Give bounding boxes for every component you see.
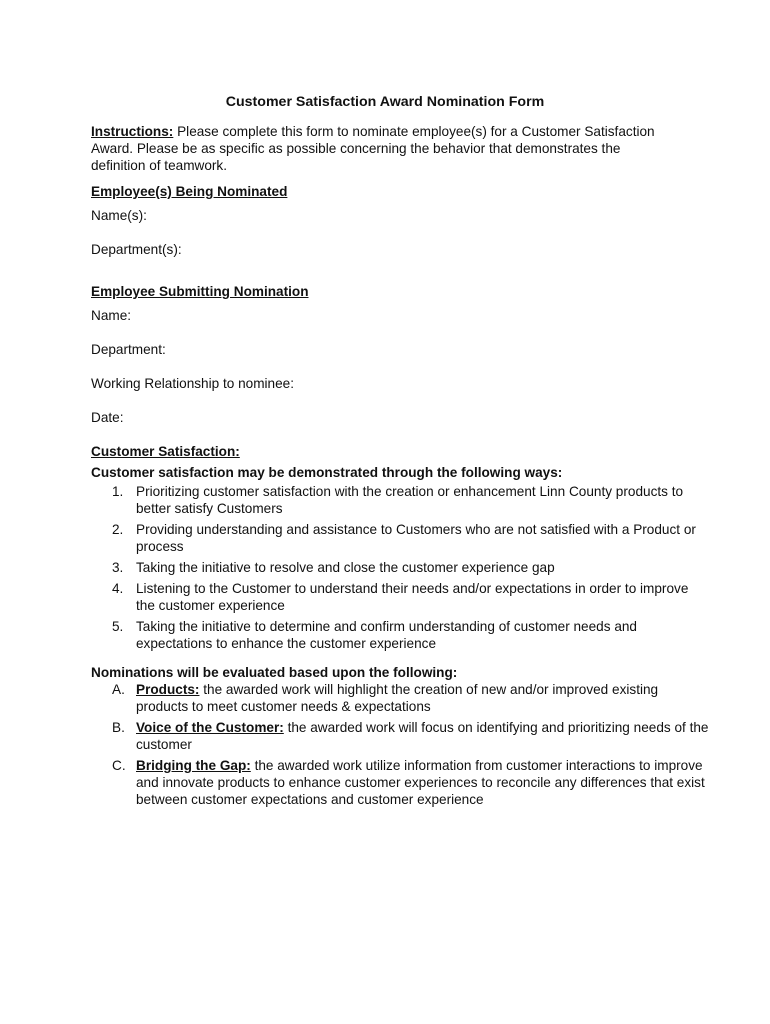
list-number: 3. <box>112 560 124 575</box>
criteria-label: Bridging the Gap: <box>136 758 251 773</box>
relationship-label: Working Relationship to nominee: <box>91 376 295 391</box>
list-letter: C. <box>112 758 126 773</box>
criteria-text: the awarded work utilize information from customer interactions to improve and innovate products to enhance customer experiences to reconcile any differences that exist between customer expectations and customer experience <box>136 758 705 807</box>
page-title: Customer Satisfaction Award Nomination Form <box>225 94 545 110</box>
list-item <box>91 521 711 555</box>
list-letter: B. <box>112 720 125 735</box>
criteria-label: Products: <box>136 682 200 697</box>
list-item <box>91 580 711 614</box>
submitter-heading: Employee Submitting Nomination <box>91 284 309 299</box>
criteria-text: the awarded work will focus on identifying and prioritizing needs of the customer <box>136 720 709 752</box>
ways-list <box>91 483 711 652</box>
satisfaction-intro: Customer satisfaction may be demonstrated through the following ways: <box>91 465 563 480</box>
list-text: Taking the initiative to resolve and close the customer experience gap <box>136 560 555 575</box>
list-item <box>91 681 711 715</box>
satisfaction-heading: Customer Satisfaction: <box>91 444 240 459</box>
list-item <box>91 618 711 652</box>
list-text: Providing understanding and assistance to Customers who are not satisfied with a Product or process <box>136 522 696 554</box>
list-text: Taking the initiative to determine and confirm understanding of customer needs and expectations to enhance the customer experience <box>136 619 637 651</box>
nominated-heading: Employee(s) Being Nominated <box>91 184 288 199</box>
list-number: 1. <box>112 484 124 499</box>
nominee-names-label: Name(s): <box>91 208 147 223</box>
submitter-department-label: Department: <box>91 342 166 357</box>
list-letter: A. <box>112 682 125 697</box>
submitter-name-label: Name: <box>91 308 132 323</box>
list-text: Prioritizing customer satisfaction with the creation or enhancement Linn County products to better satisfy Customers <box>136 484 684 516</box>
nominee-departments-label: Department(s): <box>91 242 182 257</box>
instructions-label: Instructions: <box>91 124 174 139</box>
form-page <box>91 94 711 812</box>
criteria-heading: Nominations will be evaluated based upon the following: <box>91 665 458 680</box>
list-item <box>91 757 711 808</box>
criteria-label: Voice of the Customer: <box>136 720 284 735</box>
criteria-list <box>91 681 711 808</box>
list-text: Listening to the Customer to understand their needs and/or expectations in order to improve the customer experience <box>136 581 689 613</box>
list-item <box>91 719 711 753</box>
instructions-text: Please complete this form to nominate employee(s) for a Customer Satisfaction Award. Please be as specific as possible concerning the behavior that demonstrates the definition of teamwork. <box>91 124 655 173</box>
list-number: 2. <box>112 522 124 537</box>
criteria-text: the awarded work will highlight the creation of new and/or improved existing products to meet customer needs & expectations <box>136 682 659 714</box>
list-number: 5. <box>112 619 124 634</box>
date-label: Date: <box>91 410 124 425</box>
list-item <box>91 559 711 576</box>
list-number: 4. <box>112 581 124 596</box>
instructions <box>91 123 671 174</box>
list-item <box>91 483 711 517</box>
